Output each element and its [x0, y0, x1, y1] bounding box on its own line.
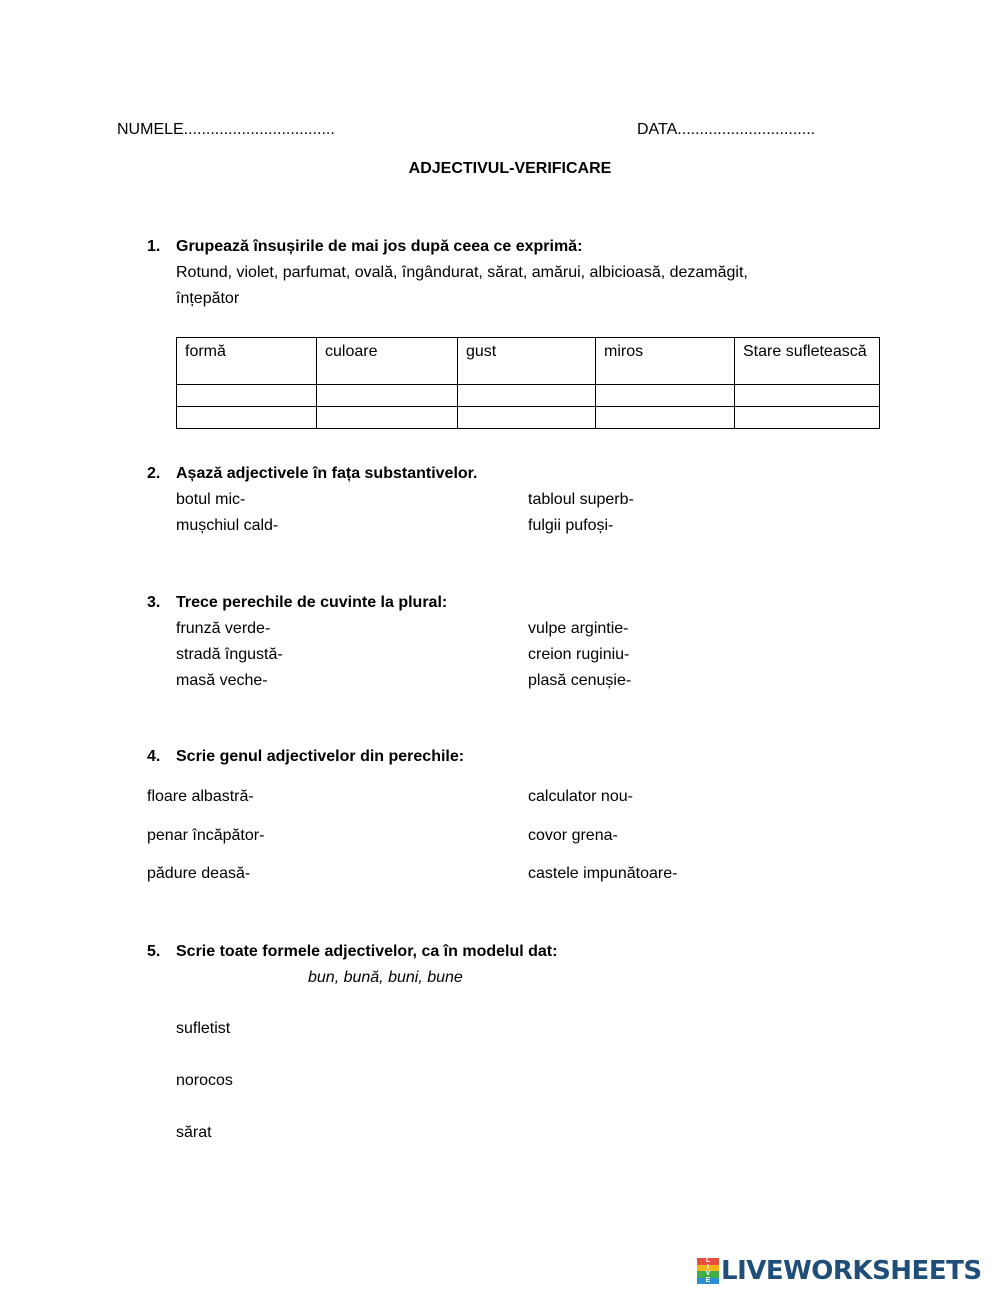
logo-mark-segment: E — [697, 1278, 719, 1285]
q5-word: sufletist — [176, 1020, 231, 1037]
q5-word: norocos — [176, 1072, 233, 1089]
q2-left-item: mușchiul cald- — [176, 517, 279, 534]
q1-words-line2: înțepător — [176, 290, 240, 307]
answer-cell[interactable] — [458, 385, 596, 407]
logo-text: LIVEWORKSHEETS — [721, 1256, 982, 1286]
logo-mark-segment: V — [697, 1271, 719, 1278]
q4-right-item: covor grena- — [528, 827, 618, 844]
liveworksheets-logo — [697, 1258, 982, 1284]
q3-left-item: frunză verde- — [176, 620, 271, 637]
q4-left-item: floare albastră- — [147, 788, 254, 805]
answer-cell[interactable] — [177, 407, 317, 429]
q3-right-item: vulpe argintie- — [528, 620, 629, 637]
answer-cell[interactable] — [458, 407, 596, 429]
q3-left-item: masă veche- — [176, 672, 268, 689]
q2-left-item: botul mic- — [176, 491, 246, 508]
q5-model-example: bun, bună, buni, bune — [308, 969, 463, 986]
q5-instruction: Scrie toate formele adjectivelor, ca în modelul dat: — [176, 943, 558, 960]
page-title: ADJECTIVUL-VERIFICARE — [408, 160, 612, 177]
q1-instruction: Grupează însușirile de mai jos după ceea ce exprimă: — [176, 238, 583, 255]
q3-number: 3. — [147, 594, 161, 611]
answer-cell[interactable] — [317, 407, 458, 429]
q1-words-line1: Rotund, violet, parfumat, ovală, îngândurat, sărat, amărui, albicioasă, dezamăgit, — [176, 264, 748, 281]
answer-cell[interactable] — [596, 407, 735, 429]
logo-mark-segment: I — [697, 1265, 719, 1272]
answer-cell[interactable] — [735, 407, 880, 429]
date-field-label: DATA............................... — [637, 121, 816, 138]
answer-cell[interactable] — [735, 385, 880, 407]
q4-number: 4. — [147, 748, 161, 765]
q3-right-item: creion ruginiu- — [528, 646, 630, 663]
logo-mark-icon — [697, 1258, 719, 1284]
q4-instruction: Scrie genul adjectivelor din perechile: — [176, 748, 465, 765]
q5-number: 5. — [147, 943, 161, 960]
table-header-cell: miros — [596, 338, 735, 385]
grouping-table — [176, 337, 880, 429]
table-header-cell: formă — [177, 338, 317, 385]
logo-mark-segment: L — [697, 1258, 719, 1265]
q5-word: sărat — [176, 1124, 212, 1141]
name-field-label: NUMELE.................................. — [117, 121, 335, 138]
table-header-row — [177, 338, 880, 385]
q2-number: 2. — [147, 465, 161, 482]
q4-left-item: penar încăpător- — [147, 827, 265, 844]
answer-cell[interactable] — [596, 385, 735, 407]
table-header-cell: culoare — [317, 338, 458, 385]
table-row — [177, 385, 880, 407]
answer-cell[interactable] — [317, 385, 458, 407]
q1-number: 1. — [147, 238, 161, 255]
q3-left-item: stradă îngustă- — [176, 646, 283, 663]
q2-instruction: Așază adjectivele în fața substantivelor. — [176, 465, 478, 482]
q3-right-item: plasă cenușie- — [528, 672, 632, 689]
table-header-cell: Stare sufletească — [735, 338, 880, 385]
q4-right-item: castele impunătoare- — [528, 865, 678, 882]
answer-cell[interactable] — [177, 385, 317, 407]
q4-left-item: pădure deasă- — [147, 865, 251, 882]
q4-right-item: calculator nou- — [528, 788, 633, 805]
q2-right-item: fulgii pufoși- — [528, 517, 614, 534]
table-row — [177, 407, 880, 429]
q2-right-item: tabloul superb- — [528, 491, 634, 508]
q3-instruction: Trece perechile de cuvinte la plural: — [176, 594, 448, 611]
table-header-cell: gust — [458, 338, 596, 385]
